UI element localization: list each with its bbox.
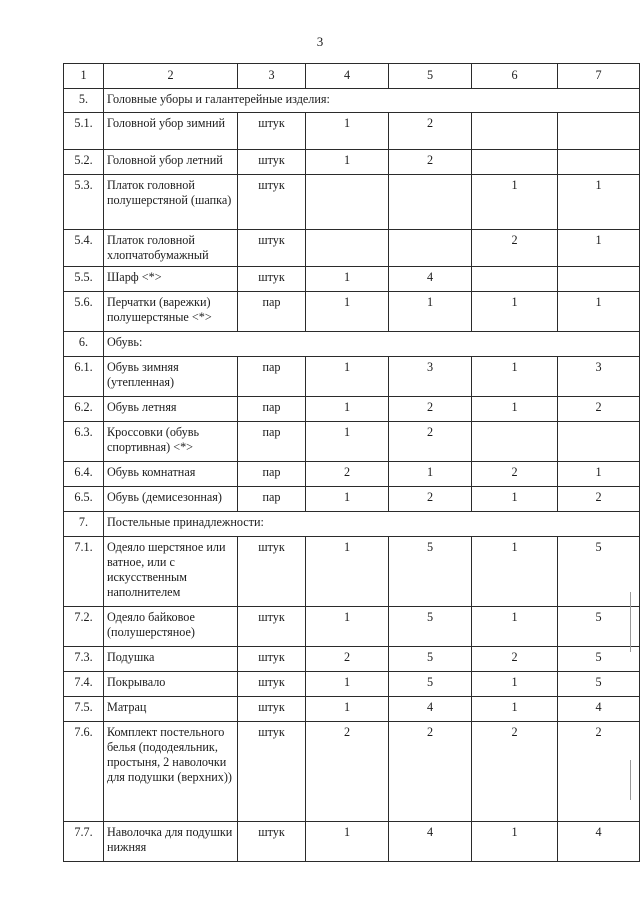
table-row <box>64 422 640 462</box>
value-cell-col5: 4 <box>389 267 472 292</box>
item-number: 7.3. <box>64 647 104 672</box>
value-cell-col4: 1 <box>306 487 389 512</box>
unit-cell: штук <box>238 230 306 267</box>
value-cell-col7: 5 <box>558 647 640 672</box>
unit-cell: штук <box>238 267 306 292</box>
value-cell-col6 <box>472 113 558 150</box>
column-number-cell: 2 <box>104 64 238 89</box>
item-name: Платок головной полушерстяной (шапка) <box>104 175 238 230</box>
item-name: Платок головной хлопчатобумажный <box>104 230 238 267</box>
table-row <box>64 697 640 722</box>
item-name: Одеяло шерстяное или ватное, или с искусственным наполнителем <box>104 537 238 607</box>
item-number: 6.1. <box>64 357 104 397</box>
item-name: Обувь зимняя (утепленная) <box>104 357 238 397</box>
value-cell-col7 <box>558 267 640 292</box>
item-number: 7.7. <box>64 822 104 862</box>
value-cell-col7: 2 <box>558 722 640 822</box>
item-number: 7.1. <box>64 537 104 607</box>
value-cell-col6: 2 <box>472 722 558 822</box>
unit-cell: пар <box>238 397 306 422</box>
item-name: Одеяло байковое (полушерстяное) <box>104 607 238 647</box>
table-row <box>64 647 640 672</box>
unit-cell: штук <box>238 175 306 230</box>
section-title: Постельные принадлежности: <box>104 512 640 537</box>
value-cell-col5: 5 <box>389 537 472 607</box>
value-cell-col7 <box>558 422 640 462</box>
value-cell-col6: 1 <box>472 822 558 862</box>
page-number: 3 <box>316 34 324 49</box>
section-number: 7. <box>64 512 104 537</box>
item-number: 7.5. <box>64 697 104 722</box>
section-number: 6. <box>64 332 104 357</box>
value-cell-col7: 5 <box>558 537 640 607</box>
item-name: Обувь комнатная <box>104 462 238 487</box>
table-row <box>64 150 640 175</box>
value-cell-col6: 1 <box>472 397 558 422</box>
unit-cell: штук <box>238 822 306 862</box>
value-cell-col5: 5 <box>389 607 472 647</box>
value-cell-col6 <box>472 150 558 175</box>
value-cell-col7: 3 <box>558 357 640 397</box>
value-cell-col6: 1 <box>472 537 558 607</box>
table-row <box>64 722 640 822</box>
value-cell-col5: 2 <box>389 113 472 150</box>
unit-cell: пар <box>238 462 306 487</box>
unit-cell: штук <box>238 722 306 822</box>
value-cell-col6: 1 <box>472 357 558 397</box>
value-cell-col7: 1 <box>558 292 640 332</box>
value-cell-col5: 1 <box>389 462 472 487</box>
value-cell-col7: 4 <box>558 697 640 722</box>
value-cell-col4: 1 <box>306 672 389 697</box>
value-cell-col4: 1 <box>306 697 389 722</box>
table-row <box>64 672 640 697</box>
value-cell-col4: 1 <box>306 822 389 862</box>
table-row <box>64 267 640 292</box>
item-number: 5.5. <box>64 267 104 292</box>
value-cell-col6: 1 <box>472 292 558 332</box>
value-cell-col7: 2 <box>558 397 640 422</box>
value-cell-col5: 2 <box>389 150 472 175</box>
column-number-cell: 3 <box>238 64 306 89</box>
value-cell-col6: 1 <box>472 175 558 230</box>
value-cell-col6: 2 <box>472 647 558 672</box>
value-cell-col4: 1 <box>306 422 389 462</box>
table-row <box>64 607 640 647</box>
unit-cell: штук <box>238 113 306 150</box>
section-row <box>64 89 640 113</box>
section-number: 5. <box>64 89 104 113</box>
value-cell-col7: 2 <box>558 487 640 512</box>
unit-cell: штук <box>238 672 306 697</box>
item-name: Наволочка для подушки нижняя <box>104 822 238 862</box>
table-row <box>64 462 640 487</box>
value-cell-col5: 1 <box>389 292 472 332</box>
column-number-cell: 6 <box>472 64 558 89</box>
value-cell-col5: 4 <box>389 697 472 722</box>
value-cell-col6: 2 <box>472 230 558 267</box>
item-number: 5.4. <box>64 230 104 267</box>
value-cell-col6: 2 <box>472 462 558 487</box>
item-name: Перчатки (варежки) полушерстяные <*> <box>104 292 238 332</box>
item-name: Кроссовки (обувь спортивная) <*> <box>104 422 238 462</box>
unit-cell: пар <box>238 292 306 332</box>
value-cell-col7: 5 <box>558 607 640 647</box>
column-number-cell: 1 <box>64 64 104 89</box>
column-number-cell: 4 <box>306 64 389 89</box>
value-cell-col5: 3 <box>389 357 472 397</box>
value-cell-col6: 1 <box>472 672 558 697</box>
item-name: Покрывало <box>104 672 238 697</box>
table-row <box>64 357 640 397</box>
value-cell-col5 <box>389 175 472 230</box>
table-row <box>64 113 640 150</box>
item-number: 6.3. <box>64 422 104 462</box>
value-cell-col5 <box>389 230 472 267</box>
value-cell-col5: 2 <box>389 487 472 512</box>
table-row <box>64 230 640 267</box>
value-cell-col5: 2 <box>389 722 472 822</box>
table-row <box>64 822 640 862</box>
value-cell-col7: 1 <box>558 175 640 230</box>
table-row <box>64 487 640 512</box>
value-cell-col4: 1 <box>306 150 389 175</box>
item-number: 5.6. <box>64 292 104 332</box>
value-cell-col7: 1 <box>558 230 640 267</box>
unit-cell: пар <box>238 422 306 462</box>
column-number-cell: 7 <box>558 64 640 89</box>
norms-table <box>63 63 640 862</box>
item-name: Комплект постельного белья (пододеяльник, простыня, 2 наволочки для подушки (верхних)) <box>104 722 238 822</box>
item-name: Головной убор зимний <box>104 113 238 150</box>
scan-edge-mark <box>630 592 631 652</box>
value-cell-col6: 1 <box>472 697 558 722</box>
column-number-cell: 5 <box>389 64 472 89</box>
table-header-row <box>64 64 640 89</box>
item-name: Подушка <box>104 647 238 672</box>
value-cell-col5: 2 <box>389 397 472 422</box>
unit-cell: пар <box>238 357 306 397</box>
table-row <box>64 292 640 332</box>
item-name: Обувь (демисезонная) <box>104 487 238 512</box>
value-cell-col5: 4 <box>389 822 472 862</box>
value-cell-col6 <box>472 422 558 462</box>
value-cell-col5: 2 <box>389 422 472 462</box>
value-cell-col6: 1 <box>472 607 558 647</box>
item-number: 6.5. <box>64 487 104 512</box>
value-cell-col6 <box>472 267 558 292</box>
table-row <box>64 537 640 607</box>
item-number: 7.4. <box>64 672 104 697</box>
value-cell-col6: 1 <box>472 487 558 512</box>
value-cell-col5: 5 <box>389 672 472 697</box>
value-cell-col7 <box>558 113 640 150</box>
value-cell-col5: 5 <box>389 647 472 672</box>
unit-cell: штук <box>238 537 306 607</box>
item-name: Обувь летняя <box>104 397 238 422</box>
value-cell-col4: 1 <box>306 537 389 607</box>
value-cell-col4: 1 <box>306 292 389 332</box>
value-cell-col4: 1 <box>306 267 389 292</box>
scan-edge-mark <box>630 760 631 800</box>
value-cell-col7: 4 <box>558 822 640 862</box>
value-cell-col4: 2 <box>306 462 389 487</box>
item-name: Шарф <*> <box>104 267 238 292</box>
section-row <box>64 512 640 537</box>
item-number: 7.2. <box>64 607 104 647</box>
unit-cell: пар <box>238 487 306 512</box>
table-row <box>64 397 640 422</box>
value-cell-col4 <box>306 230 389 267</box>
item-number: 6.2. <box>64 397 104 422</box>
value-cell-col4: 1 <box>306 113 389 150</box>
value-cell-col4 <box>306 175 389 230</box>
value-cell-col4: 1 <box>306 607 389 647</box>
table-row <box>64 175 640 230</box>
unit-cell: штук <box>238 150 306 175</box>
item-number: 6.4. <box>64 462 104 487</box>
item-name: Матрац <box>104 697 238 722</box>
item-number: 5.1. <box>64 113 104 150</box>
section-row <box>64 332 640 357</box>
value-cell-col4: 2 <box>306 722 389 822</box>
section-title: Головные уборы и галантерейные изделия: <box>104 89 640 113</box>
value-cell-col4: 1 <box>306 357 389 397</box>
value-cell-col7 <box>558 150 640 175</box>
value-cell-col4: 2 <box>306 647 389 672</box>
item-number: 7.6. <box>64 722 104 822</box>
value-cell-col7: 1 <box>558 462 640 487</box>
item-number: 5.2. <box>64 150 104 175</box>
unit-cell: штук <box>238 607 306 647</box>
item-number: 5.3. <box>64 175 104 230</box>
value-cell-col4: 1 <box>306 397 389 422</box>
item-name: Головной убор летний <box>104 150 238 175</box>
unit-cell: штук <box>238 697 306 722</box>
value-cell-col7: 5 <box>558 672 640 697</box>
unit-cell: штук <box>238 647 306 672</box>
section-title: Обувь: <box>104 332 640 357</box>
